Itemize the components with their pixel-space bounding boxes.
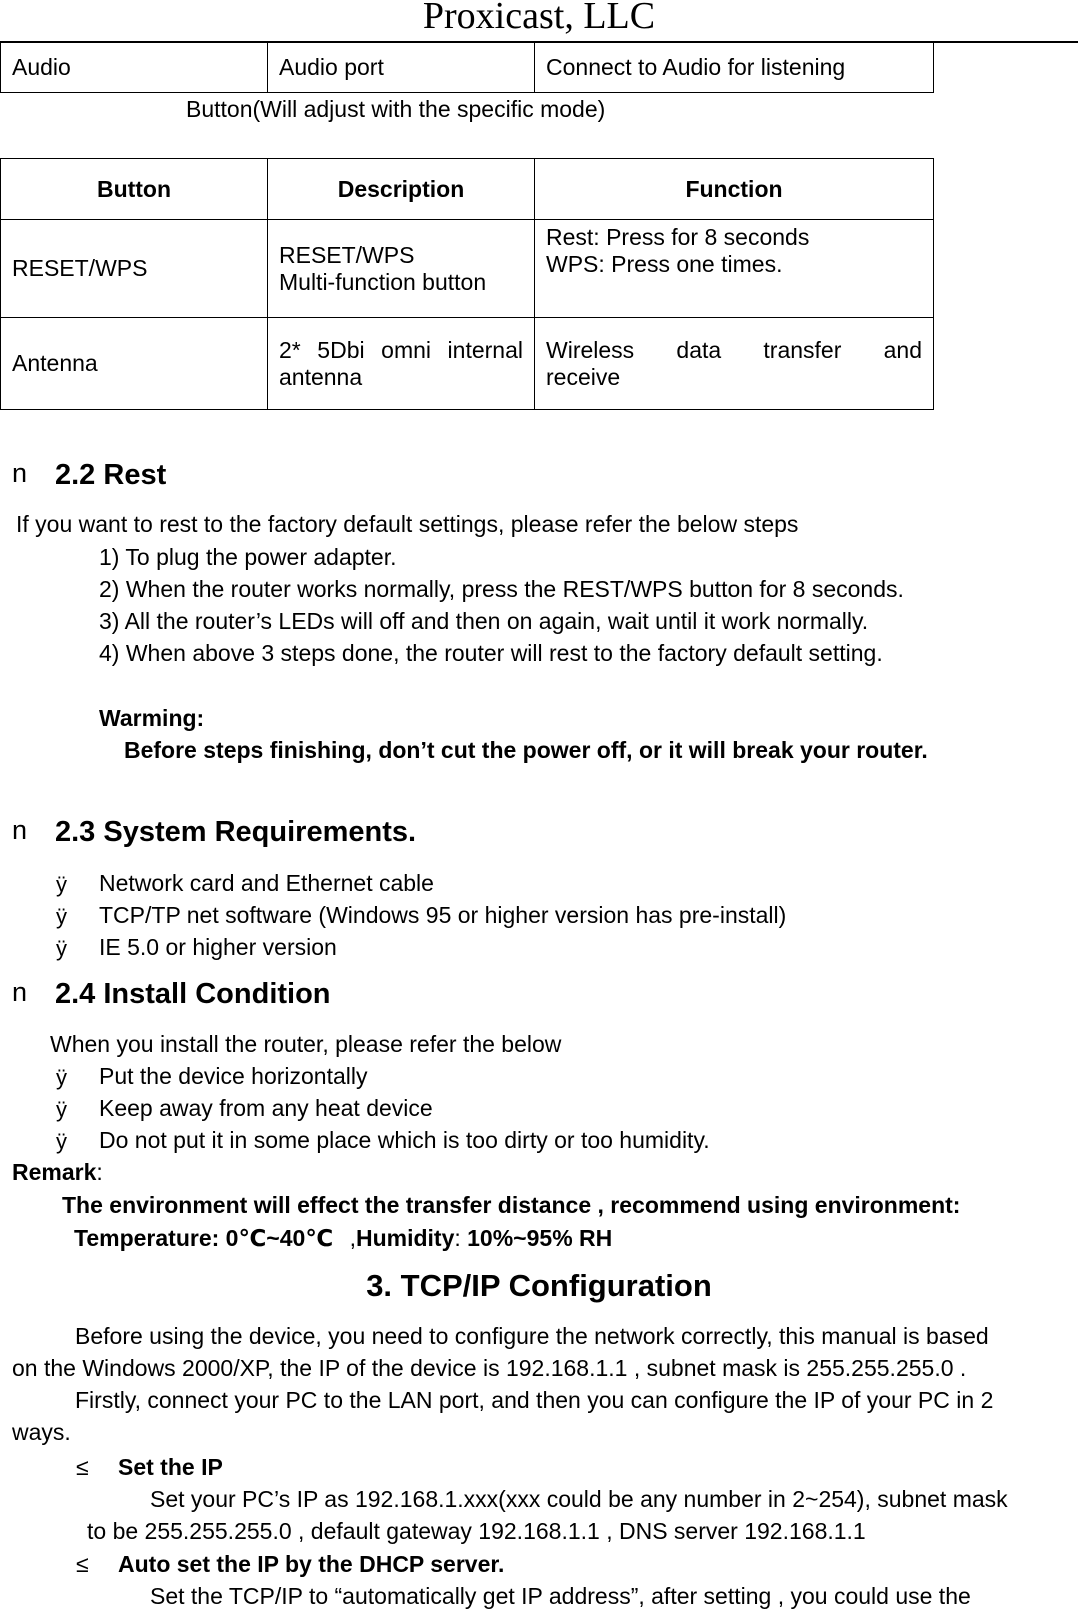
page-header-title: Proxicast, LLC xyxy=(422,0,656,37)
cell-line: RESET/WPS xyxy=(279,241,415,268)
paragraph-line: Before using the device, you need to configure the network correctly, this manual is based xyxy=(75,1323,989,1349)
environment-line xyxy=(74,1225,612,1252)
column-header: Button xyxy=(1,159,268,220)
list-marker: ≤ xyxy=(76,1551,89,1577)
warning-label: Warming: xyxy=(99,705,205,731)
paragraph-line: on the Windows 2000/XP, the IP of the device is 192.168.1.1 , subnet mask is 255.255.255.0 . xyxy=(12,1355,967,1381)
bullet-icon: ÿ xyxy=(56,1065,67,1090)
table-row xyxy=(1,318,934,410)
cell-line: Rest: Press for 8 seconds xyxy=(546,224,810,250)
bullet-icon: ÿ xyxy=(56,904,67,929)
section-marker: n xyxy=(12,458,28,488)
section-heading-rest: 2.2 Rest xyxy=(55,459,167,491)
humidity-label: Humidity xyxy=(355,1225,455,1251)
cell-line: 2* 5Dbi omni internal xyxy=(279,336,523,363)
list-item: IE 5.0 or higher version xyxy=(99,934,337,960)
table-row xyxy=(1,42,934,93)
table-cell: Antenna xyxy=(1,318,268,410)
audio-table xyxy=(0,41,934,93)
bullet-icon: ÿ xyxy=(56,936,67,961)
bullet-icon: ÿ xyxy=(56,872,67,897)
rest-step: 3) All the router’s LEDs will off and then on again, wait until it work normally. xyxy=(99,608,869,634)
temperature-label: Temperature: 0℃~40℃ xyxy=(74,1225,334,1251)
cell-line: receive xyxy=(546,363,621,390)
table-cell xyxy=(268,318,535,410)
remark-colon: : xyxy=(96,1159,103,1185)
table-row xyxy=(1,220,934,318)
remark xyxy=(12,1159,103,1186)
button-table xyxy=(0,158,934,410)
paragraph-line: Set your PC’s IP as 192.168.1.xxx(xxx could be any number in 2~254), subnet mask xyxy=(150,1486,1008,1512)
humidity-colon: : xyxy=(454,1225,461,1251)
paragraph-line: ways. xyxy=(12,1419,71,1445)
install-intro: When you install the router, please refer the below xyxy=(50,1031,562,1057)
table-cell xyxy=(535,220,934,318)
separator: , xyxy=(343,1225,356,1251)
cell-line: Wireless data transfer and xyxy=(546,336,922,363)
button-table-caption: Button(Will adjust with the specific mode) xyxy=(186,96,606,122)
warning-text: Before steps finishing, don’t cut the power off, or it will break your router. xyxy=(124,737,928,763)
option-title: Set the IP xyxy=(118,1454,223,1480)
paragraph-line: to be 255.255.255.0 , default gateway 192.168.1.1 , DNS server 192.168.1.1 xyxy=(87,1518,866,1544)
list-marker: ≤ xyxy=(76,1454,89,1480)
list-item: Put the device horizontally xyxy=(99,1063,368,1089)
option-title: Auto set the IP by the DHCP server. xyxy=(118,1551,505,1577)
list-item: Network card and Ethernet cable xyxy=(99,870,434,896)
rest-step: 1) To plug the power adapter. xyxy=(99,544,397,570)
table-cell: Audio xyxy=(1,42,268,93)
cell-line: antenna xyxy=(279,363,363,390)
list-item: TCP/TP net software (Windows 95 or higher version has pre-install) xyxy=(99,902,787,928)
cell-line: Multi-function button xyxy=(279,268,487,295)
section-heading-sysreq: 2.3 System Requirements. xyxy=(55,816,417,848)
remark-text: The environment will effect the transfer distance , recommend using environment: xyxy=(62,1192,961,1218)
table-cell: Connect to Audio for listening xyxy=(535,42,934,93)
table-cell xyxy=(268,220,535,318)
list-item: Do not put it in some place which is too dirty or too humidity. xyxy=(99,1127,710,1153)
section-marker: n xyxy=(12,815,28,845)
table-cell xyxy=(535,318,934,410)
chapter-title: 3. TCP/IP Configuration xyxy=(366,1268,712,1303)
cell-line: WPS: Press one times. xyxy=(546,251,783,277)
table-cell: RESET/WPS xyxy=(1,220,268,318)
list-item: Keep away from any heat device xyxy=(99,1095,433,1121)
table-cell: Audio port xyxy=(268,42,535,93)
rest-intro: If you want to rest to the factory default settings, please refer the below steps xyxy=(16,511,799,537)
remark-label: Remark xyxy=(12,1159,97,1185)
paragraph-line: Firstly, connect your PC to the LAN port, and then you can configure the IP of your PC in 2 xyxy=(75,1387,994,1413)
rest-step: 2) When the router works normally, press the REST/WPS button for 8 seconds. xyxy=(99,576,904,602)
bullet-icon: ÿ xyxy=(56,1129,67,1154)
bullet-icon: ÿ xyxy=(56,1097,67,1122)
humidity-value: 10%~95% RH xyxy=(467,1225,613,1251)
column-header: Description xyxy=(268,159,535,220)
section-marker: n xyxy=(12,977,28,1007)
table-header-row xyxy=(1,159,934,220)
section-heading-install: 2.4 Install Condition xyxy=(55,978,331,1010)
column-header: Function xyxy=(535,159,934,220)
paragraph-line: Set the TCP/IP to “automatically get IP address”, after setting , you could use the xyxy=(150,1583,971,1609)
rest-step: 4) When above 3 steps done, the router will rest to the factory default setting. xyxy=(99,640,883,666)
